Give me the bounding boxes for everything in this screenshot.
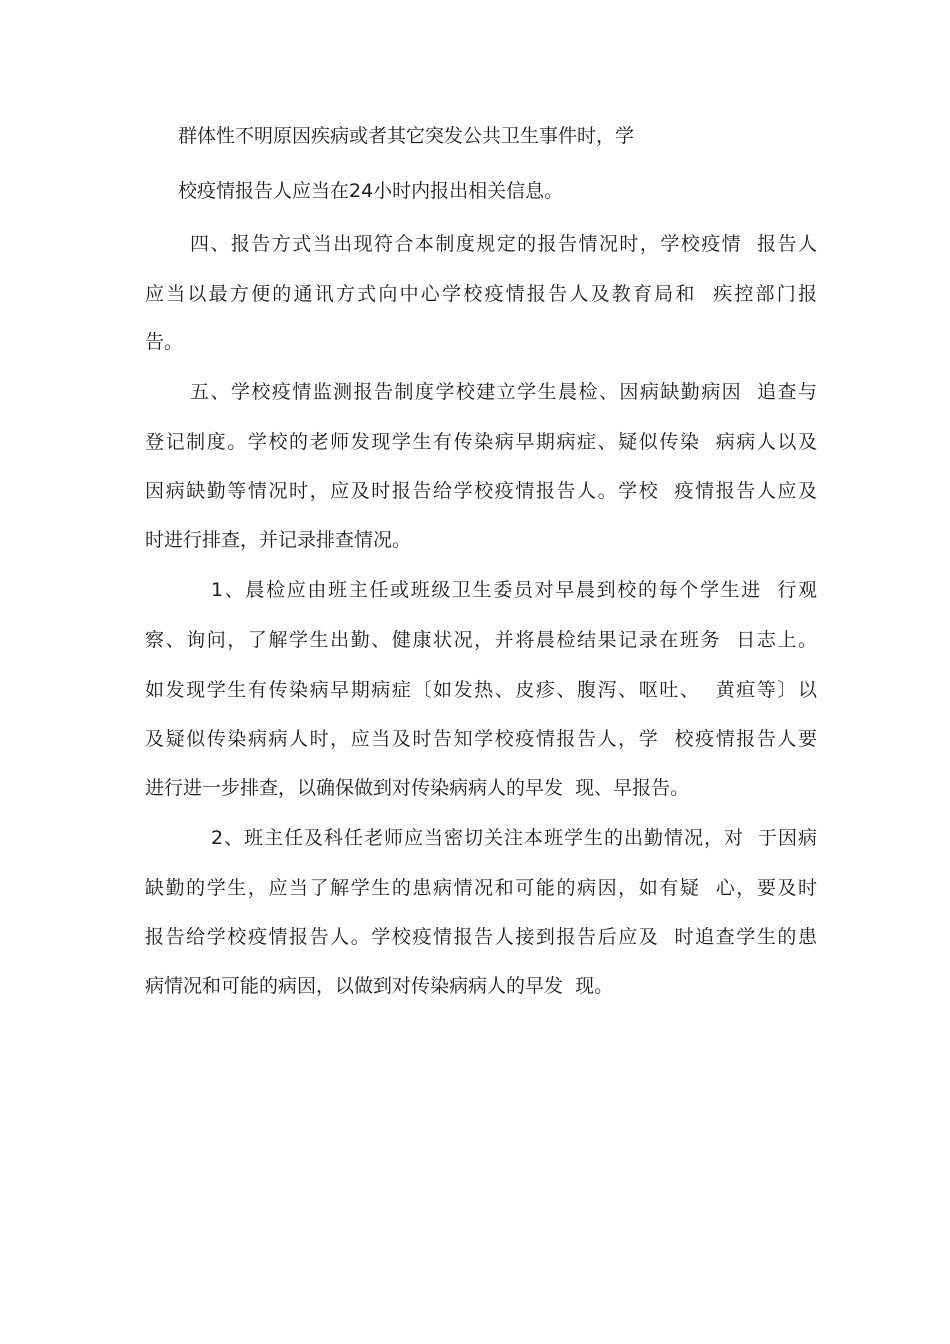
text-line: 登记制度。学校的老师发现学生有传染病早期病症、疑似传染 病病人以及 <box>145 431 817 453</box>
text-line: 及疑似传染病病人时，应当及时告知学校疫情报告人，学 校疫情报告人要 <box>145 728 817 750</box>
text-line: 缺勤的学生，应当了解学生的患病情况和可能的病因，如有疑 心，要及时 <box>145 877 817 899</box>
text-line: 应当以最方便的通讯方式向中心学校疫情报告人及教育局和 疾控部门报 <box>145 283 817 305</box>
text-line: 因病缺勤等情况时，应及时报告给学校疫情报告人。学校 疫情报告人应及 <box>145 480 817 502</box>
text-line: 如发现学生有传染病早期病症〔如发热、皮疹、腹泻、呕吐、 黄疸等〕以 <box>145 679 817 701</box>
text-line: 病情况和可能的病因，以做到对传染病病人的早发 现。 <box>145 975 614 997</box>
text-line: 报告给学校疫情报告人。学校疫情报告人接到报告后应及 时追查学生的患 <box>145 926 817 948</box>
text-line: 察、询问，了解学生出勤、健康状况，并将晨检结果记录在班务 日志上。 <box>145 629 817 651</box>
text-line: 时进行排查，并记录排查情况。 <box>145 529 412 551</box>
text-line: 2、班主任及科任老师应当密切关注本班学生的出勤情况，对 于因病 <box>211 827 817 849</box>
text-line: 告。 <box>145 331 184 353</box>
text-line: 四、报告方式当出现符合本制度规定的报告情况时，学校疫情 报告人 <box>190 233 817 255</box>
text-line: 校疫情报告人应当在24小时内报出相关信息。 <box>178 180 564 202</box>
text-line: 1、晨检应由班主任或班级卫生委员对早晨到校的每个学生进 行观 <box>211 579 817 601</box>
text-line: 五、学校疫情监测报告制度学校建立学生晨检、因病缺勤病因 追查与 <box>190 381 817 403</box>
text-line: 进行进一步排查，以确保做到对传染病病人的早发 现、早报告。 <box>145 777 690 799</box>
text-line: 群体性不明原因疾病或者其它突发公共卫生事件时，学 <box>178 125 635 147</box>
